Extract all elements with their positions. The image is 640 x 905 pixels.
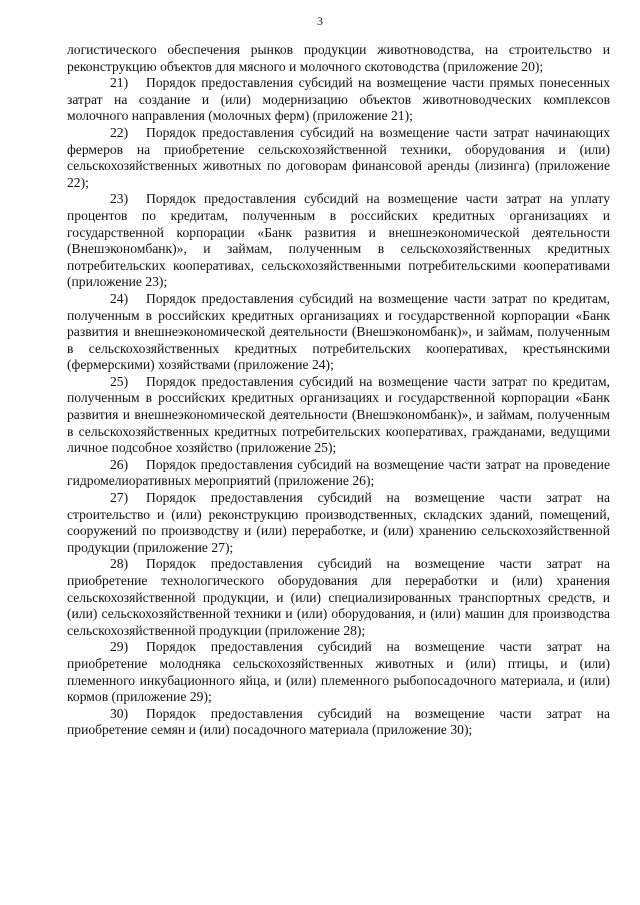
item-text: Порядок предоставления субсидий на возмещение части затрат на приобретение молодняка сельскохозяйственных животных и (или) птицы, и (или) племенного инкубационного яйца, и (или) племенного рыбопосадочного материала, и (или) кормов (приложение 29); (67, 639, 610, 705)
list-item (67, 125, 610, 191)
list-item (67, 639, 610, 705)
list-item (67, 191, 610, 291)
item-text: Порядок предоставления субсидий на возмещение части затрат на строительство и (или) реконструкцию производственных, складских зданий, помещений, сооружений по производству и (или) переработке, и (или) хранению сельскохозяйственной продукции (приложение 27); (67, 490, 610, 555)
item-text: Порядок предоставления субсидий на возмещение части затрат по кредитам, полученным в российских кредитных организациях и государственной корпорации «Банк развития и внешнеэкономической деятельности (Внешэкономбанк)», и займам, полученным в сельскохозяйственных кредитных потребительских кооперативах, крестьянскими (фермерскими) хозяйствами (приложение 24); (67, 290, 610, 373)
item-text: Порядок предоставления субсидий на возмещение части затрат начинающих фермеров на приобретение сельскохозяйственной техники, оборудования и (или) сельскохозяйственных животных по договорам финансовой аренды (лизинга) (приложение 22); (67, 124, 610, 190)
item-number: 30) (110, 705, 129, 721)
item-number: 25) (110, 373, 129, 389)
item-text: Порядок предоставления субсидий на возмещение части затрат на уплату процентов по кредитам, полученным в российских кредитных организациях и государственной корпорации «Банк развития и внешнеэкономической деятельности (Внешэкономбанк)», и займам, полученным в сельскохозяйственных кредитных потребительских кооперативах, сельскохозяйственными потребительскими кооперативами (приложение 23); (67, 191, 610, 290)
item-text: Порядок предоставления субсидий на возмещение части затрат на приобретение семян и (или) посадочного материала (приложение 30); (67, 705, 610, 738)
list-item (67, 556, 610, 639)
item-number: 28) (110, 556, 129, 572)
list-item (67, 291, 610, 374)
document-body (67, 42, 610, 739)
list-item (67, 706, 610, 739)
item-text: Порядок предоставления субсидий на возмещение части затрат на приобретение технологического оборудования для переработки и (или) хранения сельскохозяйственной продукции, и (или) специализированных транспортных средств, и (или) сельскохозяйственной техники и (или) оборудования, и (или) машин для производства сельскохозяйственной продукции (приложение 28); (67, 556, 610, 638)
item-number: 23) (110, 191, 129, 207)
item-number: 29) (110, 639, 129, 655)
item-text: Порядок предоставления субсидий на возмещение части затрат на проведение гидромелиоративных мероприятий (приложение 26); (67, 456, 610, 489)
item-text: Порядок предоставления субсидий на возмещение части прямых понесенных затрат на создание и (или) модернизацию объектов животноводческих комплексов молочного направления (молочных ферм) (приложение 21); (67, 75, 610, 124)
item-number: 24) (110, 290, 129, 306)
item-number: 22) (110, 124, 129, 140)
item-text: Порядок предоставления субсидий на возмещение части затрат по кредитам, полученным в российских кредитных организациях и государственной корпорации «Банк развития и внешнеэкономической деятельности (Внешэкономбанк)», и займам, полученным в сельскохозяйственных кредитных потребительских кооперативах, гражданами, ведущими личное подсобное хозяйство (приложение 25); (67, 373, 610, 456)
list-item (67, 490, 610, 556)
item-number: 26) (110, 456, 129, 472)
item-number: 27) (110, 490, 129, 506)
list-item (67, 374, 610, 457)
continuation-paragraph: логистического обеспечения рынков продукции животноводства, на строительство и реконструкцию объектов для мясного и молочного скотоводства (приложение 20); (67, 42, 610, 74)
list-item (67, 75, 610, 125)
page-number: 3 (317, 14, 323, 28)
list-item (67, 457, 610, 490)
item-number: 21) (110, 75, 129, 91)
